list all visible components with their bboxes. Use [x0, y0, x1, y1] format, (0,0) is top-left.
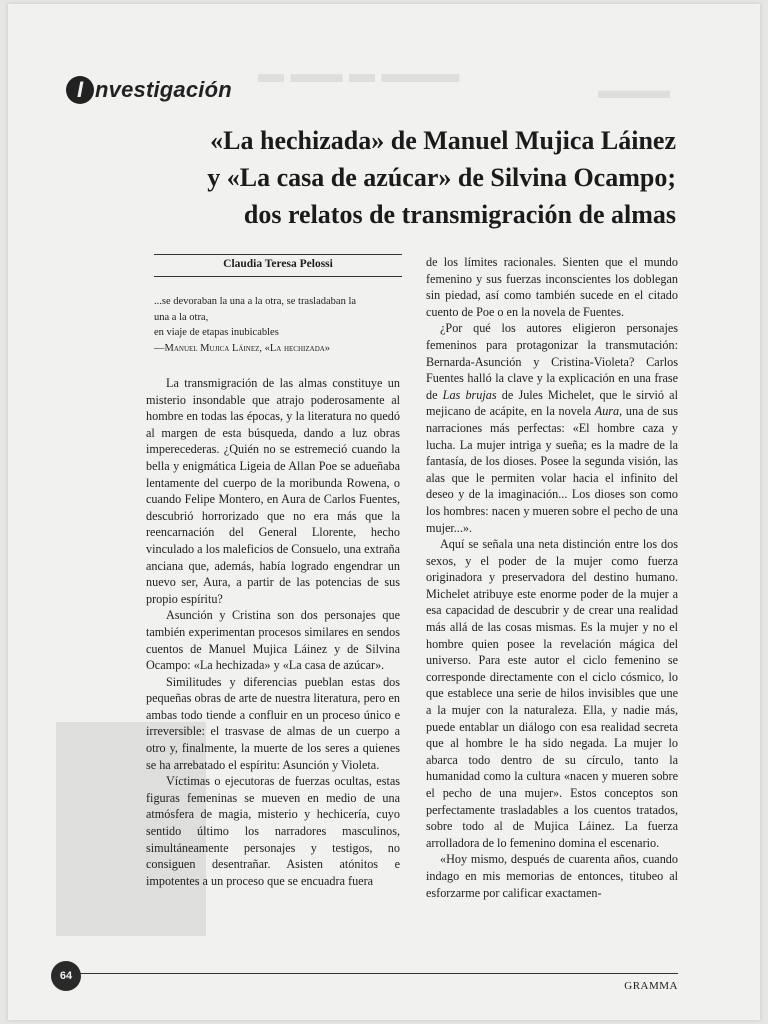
article-title — [128, 122, 676, 233]
bleed-through-text: ▬▬▬ — [598, 78, 670, 104]
epigraph-attribution: —Manuel Mujica Láinez, «La hechizada» — [154, 342, 331, 354]
section-tag — [66, 76, 232, 104]
section-initial-badge: I — [66, 76, 94, 104]
paragraph: La transmigración de las almas constituye un misterio insondable que atrajo poderosamente al hombre en todas las épocas, y la literatura no quedó al margen de esta búsqueda, dando a luz obras imperecederas. ¿Quién no se estremeció cuando la bella y enigmática Ligeia de Allan Poe se adueñaba lentamente del cuerpo de la moribunda Rowena, o cuando Felipe Montero, en Aura de Carlos Fuentes, descubrió horrorizado que no era más que la reencarnación del General Llorente, hecho vinculado a los maleficios de Consuelo, una extraña anciana que, además, había logrado engendrar un nuevo ser, Aura, a partir de las potencias de sus propio espíritu? — [146, 376, 400, 606]
title-line-3: dos relatos de transmigración de almas — [243, 200, 676, 229]
paragraph: Asunción y Cristina son dos personajes que también experimentan procesos similares en sendos cuentos de Manuel Mujica Láinez y de Silvina Ocampo: «La hechizada» y «La casa de azúcar». — [146, 608, 400, 673]
author-byline: Claudia Teresa Pelossi — [223, 258, 333, 270]
title-line-2: y «La casa de azúcar» de Silvina Ocampo; — [207, 163, 676, 192]
paragraph: «Hoy mismo, después de cuarenta años, cuando indago en mis memorias de entonces, titubeo al esforzarme por calificar exactamen- — [426, 852, 678, 900]
document-page — [8, 4, 760, 1020]
paragraph-text: ¿Por qué los autores eligieron personajes femeninos para protagonizar la transmutación: Bernarda-Asunción y Cristina-Violeta? Carlos Fuentes halló la clave y la explicación en una frase de — [426, 321, 678, 402]
paragraph: Aquí se señala una neta distinción entre los dos sexos, y el poder de la mujer como fuerza originadora y preservadora del destino humano. Michelet atribuye este enorme poder de la mujer a esa capacidad de descubrir y de crear una realidad más allá de las cosas mismas. Es la mujer y no el hombre quien posee la revelación mágica del universo. Para este autor el ciclo femenino se corresponde directamente con el ciclo cósmico, lo que establece una serie de hilos invisibles que une a la mujer con la naturaleza. Ella, y nadie más, puede entablar un diálogo con esa realidad secreta que al hombre le ha sido negada. La mujer lo abarca todo dentro de su círculo, tanto la humanidad como la cultura «nacen y mueren sobre el pecho de una mujer». Estos conceptos son perfectamente trasladables a los cuentos tratados, sobre todo al de Mujica Láinez. La fuerza arrolladora de lo femenino domina el escenario. — [426, 537, 678, 850]
right-column — [426, 254, 678, 901]
footer-divider — [78, 973, 678, 974]
paragraph: de los límites racionales. Sienten que el mundo femenino y sus fuerzas inconscientes los doblegan sin piedad, así como también sucede en el citado cuento de Poe o en la novela de Fuentes. — [426, 255, 678, 319]
paragraph: Similitudes y diferencias pueblan estas dos pequeñas obras de arte de nuestra literatura, pero en ambas todo tiende a confluir en un proceso único e irreversible: el trasvase de almas de un cuerpo a otro y, finalmente, la muerte de los seres a quienes se ha arrebatado el espíritu: Asunción y Violeta. — [146, 674, 400, 772]
paragraph-text: de Jules Michelet, que le sirvió al mejicano de acápite, en la novela — [426, 387, 678, 419]
paragraph-text: , una de sus narraciones más perfectas: «El hombre caza y lucha. La mujer intriga y sueña; es la madre de la fantasía, de los dioses. Posee la segunda visión, las alas que le permiten volar hacia el infinito del deseo y de la imaginación... Los dioses son como los hombres: nacen y mueren sobre el pecho de una mujer...». — [426, 404, 678, 535]
byline-divider — [154, 276, 402, 277]
journal-name: GRAMMA — [624, 980, 678, 992]
byline-divider — [154, 254, 402, 255]
paragraph — [426, 320, 678, 536]
epigraph-line: en viaje de etapas inubicables — [154, 327, 279, 338]
section-label: nvestigación — [95, 77, 232, 102]
page-number-badge: 64 — [51, 961, 81, 991]
epigraph-line: una a la otra, — [154, 311, 209, 323]
book-title: Las brujas — [442, 387, 497, 402]
title-line-1: «La hechizada» de Manuel Mujica Láinez — [210, 126, 676, 155]
book-title: Aura — [594, 404, 620, 419]
left-column — [146, 375, 400, 889]
bleed-through-text: ▬ ▬▬ ▬ ▬▬▬ — [258, 59, 460, 88]
paragraph: Víctimas o ejecutoras de fuerzas ocultas, estas figuras femeninas se mueven en medio de una atmósfera de magia, misterio y hechicería, cuyo sentido último los narradores masculinos, simultáneamente personajes y testigos, no consiguen desentrañar. Asisten atónitos e impotentes a un proceso que se encuadra fuera — [146, 774, 400, 888]
epigraph — [154, 294, 404, 356]
epigraph-line: ...se devoraban la una a la otra, se trasladaban la — [154, 296, 357, 307]
